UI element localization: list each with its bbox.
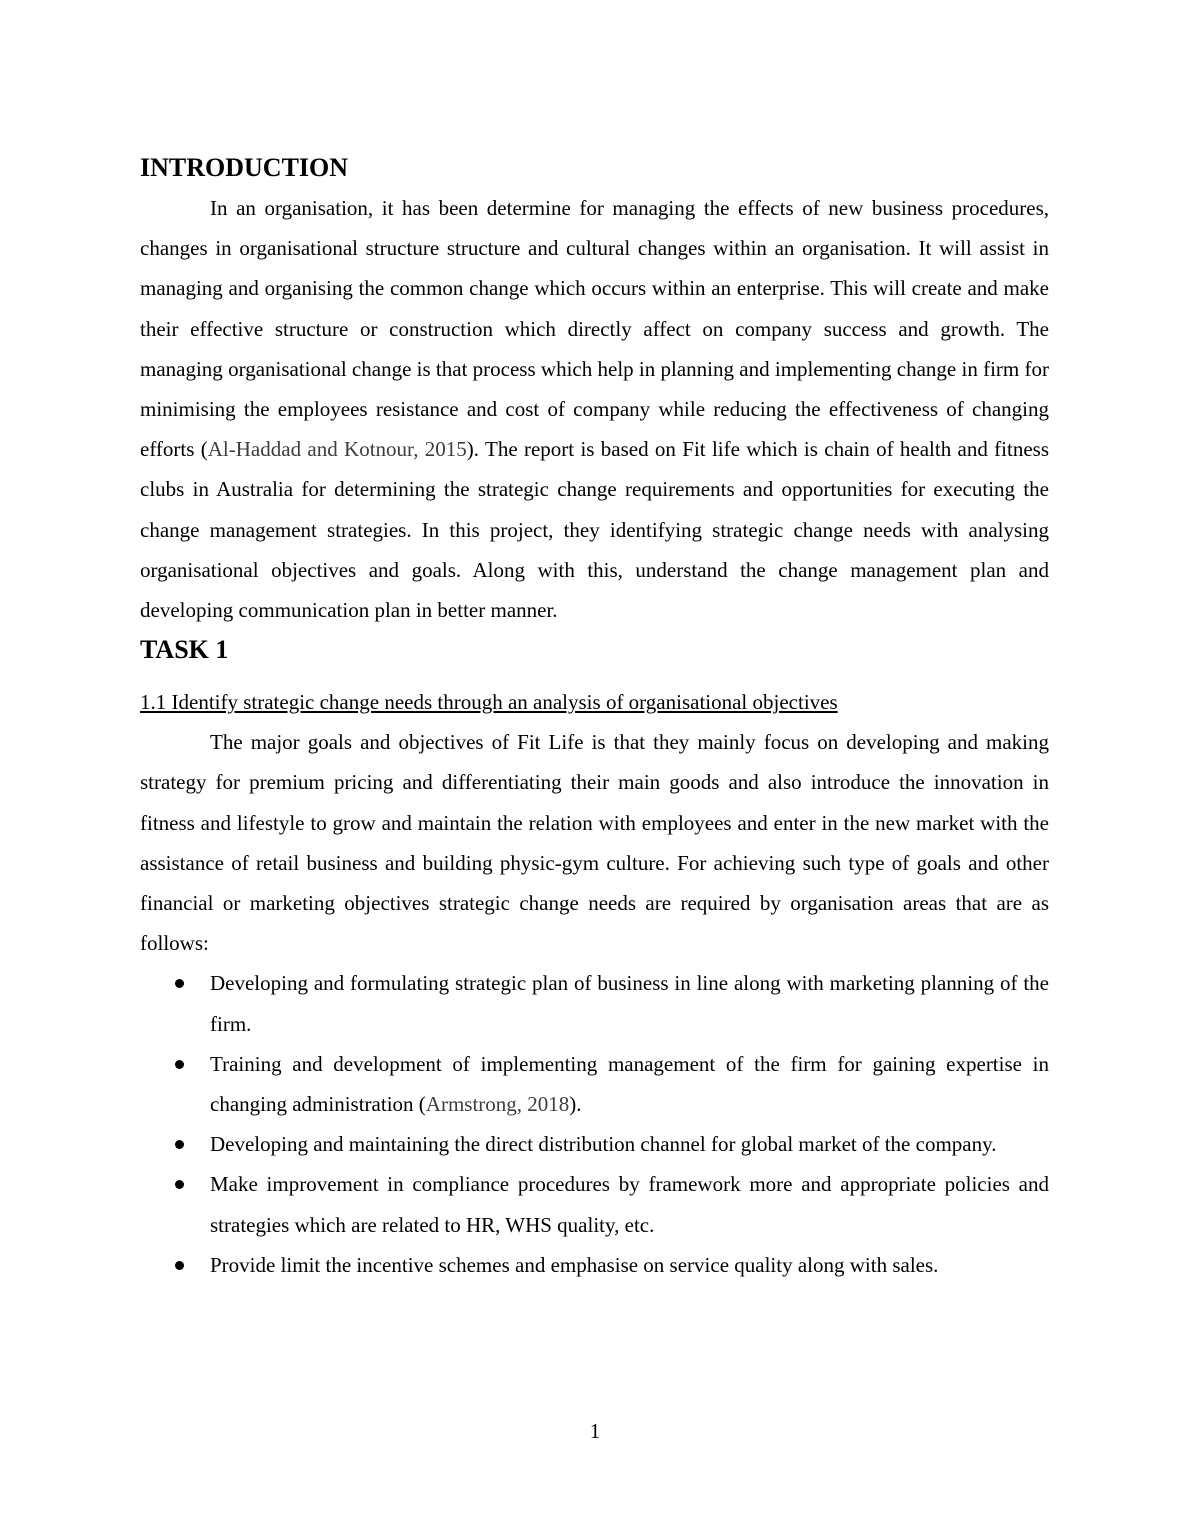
list-item-text: Training and development of implementing management of the firm for gaining expertise in changing administration ( [210,1051,1049,1117]
list-item-text: Provide limit the incentive schemes and emphasise on service quality along with sales. [210,1252,939,1277]
page-content [140,148,1049,1285]
list-item-text-end: ). [569,1092,582,1117]
citation-al-haddad: Al-Haddad and Kotnour, 2015 [207,437,467,462]
bullet-icon [175,1261,184,1270]
list-item-text: Developing and formulating strategic plan of business in line along with marketing planning of the firm. [210,971,1049,1036]
introduction-text-part2: ). The report is based on Fit life which is chain of health and fitness clubs in Australia for determining the strategic change requirements and opportunities for executing the change management strategies. In this project, they identifying strategic change needs with analysing organisational objectives and goals. Along with this, understand the change management plan and developing communication plan in better manner. [140,437,1050,623]
bullet-icon [175,1060,184,1069]
task1-paragraph: The major goals and objectives of Fit Life is that they mainly focus on developing and making strategy for premium pricing and differentiating their main goods and also introduce the innovation in fitness and lifestyle to grow and maintain the relation with employees and enter in the new market with the assistance of retail business and building physic-gym culture. For achieving such type of goals and other financial or marketing objectives strategic change needs are required by organisation areas that are as follows: [140,730,1049,956]
introduction-paragraph [140,188,1049,630]
bullet-icon [175,1140,184,1149]
list-item [140,963,1049,1043]
task1-heading: TASK 1 [140,635,229,665]
page-number: 1 [589,1419,601,1443]
list-item-text: Developing and maintaining the direct distribution channel for global market of the company. [210,1132,997,1157]
introduction-text-part1: In an organisation, it has been determine for managing the effects of new business procedures, changes in organisational structure structure and cultural changes within an organisation. It will assist in managing and organising the common change which occurs within an enterprise. This will create and make their effective structure or construction which directly affect on company success and growth. The managing organisational change is that process which help in planning and implementing change in firm for minimising the employees resistance and cost of company while reducing the effectiveness of changing efforts ( [140,196,1049,462]
bullet-icon [175,1180,184,1189]
list-item [140,1044,1049,1124]
strategic-change-needs-list [140,963,1049,1285]
list-item [140,1164,1049,1244]
introduction-heading: INTRODUCTION [140,153,349,182]
section-1-1-subheading: 1.1 Identify strategic change needs through an analysis of organisational objectives [140,690,838,715]
list-item [140,1124,1049,1164]
citation-armstrong: Armstrong, 2018 [425,1092,570,1117]
list-item-text: Make improvement in compliance procedures by framework more and appropriate policies and strategies which are related to HR, WHS quality, etc. [210,1172,1049,1237]
list-item [140,1245,1049,1285]
bullet-icon [175,979,184,988]
